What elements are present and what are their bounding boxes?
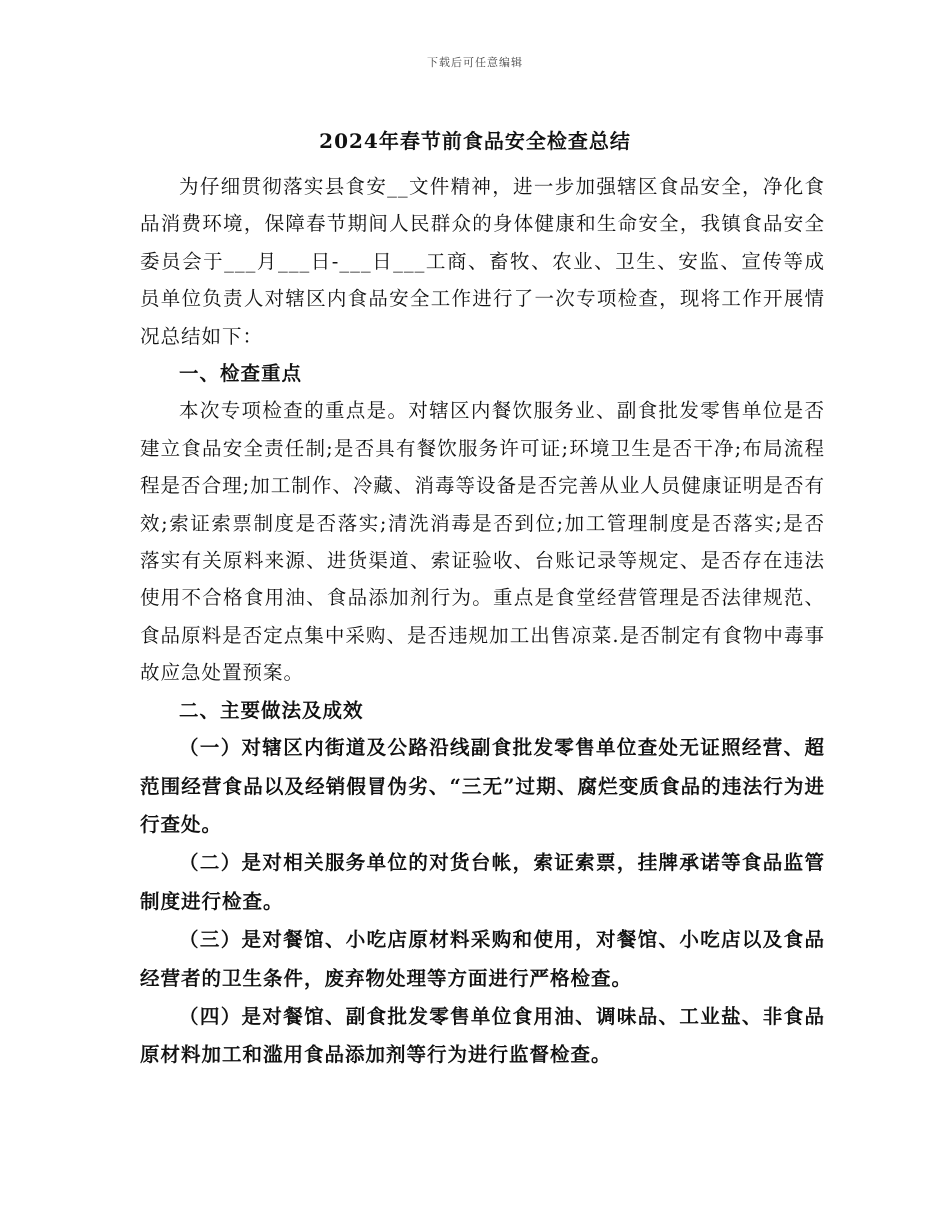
measure-item-2: （二）是对相关服务单位的对货台帐，索证索票，挂牌承诺等食品监管制度进行检查。 bbox=[140, 851, 825, 913]
intro-paragraph: 为仔细贯彻落实县食安__文件精神，进一步加强辖区食品安全，净化食品消费环境，保障春节期间人民群众的身体健康和生命安全，我镇食品安全委员会于___月___日-___日___工商、畜牧、农业、卫生、安监、宣传等成员单位负责人对辖区内食品安全工作进行了一次专项检查，现将工作开展情况总结如下： bbox=[140, 175, 825, 348]
section-heading-main-measures: 二、主要做法及成效 bbox=[179, 698, 364, 722]
header-note: 下载后可任意编辑 bbox=[427, 56, 523, 69]
measure-item-1: （一）对辖区内街道及公路沿线副食批发零售单位查处无证照经营、超范围经营食品以及经销假冒伪劣、“三无”过期、腐烂变质食品的违法行为进行查处。 bbox=[140, 736, 825, 836]
section-heading-inspection-focus: 一、检查重点 bbox=[179, 362, 303, 386]
inspection-focus-paragraph: 本次专项检查的重点是。对辖区内餐饮服务业、副食批发零售单位是否建立食品安全责任制;是否具有餐饮服务许可证;环境卫生是否干净;布局流程程是否合理;加工制作、冷藏、消毒等设备是否完善从业人员健康证明是否有效;索证索票制度是否落实;清洗消毒是否到位;加工管理制度是否落实;是否落实有关原料来源、进货渠道、索证验收、台账记录等规定、是否存在违法使用不合格食用油、食品添加剂行为。重点是食堂经营管理是否法律规范、食品原料是否定点集中采购、是否违规加工出售凉菜.是否制定有食物中毒事故应急处置预案。 bbox=[140, 399, 825, 685]
document-body bbox=[140, 168, 825, 1075]
measure-item-3: （三）是对餐馆、小吃店原材料采购和使用，对餐馆、小吃店以及食品经营者的卫生条件，废弃物处理等方面进行严格检查。 bbox=[140, 928, 825, 990]
measure-item-4: （四）是对餐馆、副食批发零售单位食用油、调味品、工业盐、非食品原材料加工和滥用食品添加剂等行为进行监督检查。 bbox=[140, 1004, 825, 1067]
document-title: 2024年春节前食品安全检查总结 bbox=[319, 129, 631, 153]
